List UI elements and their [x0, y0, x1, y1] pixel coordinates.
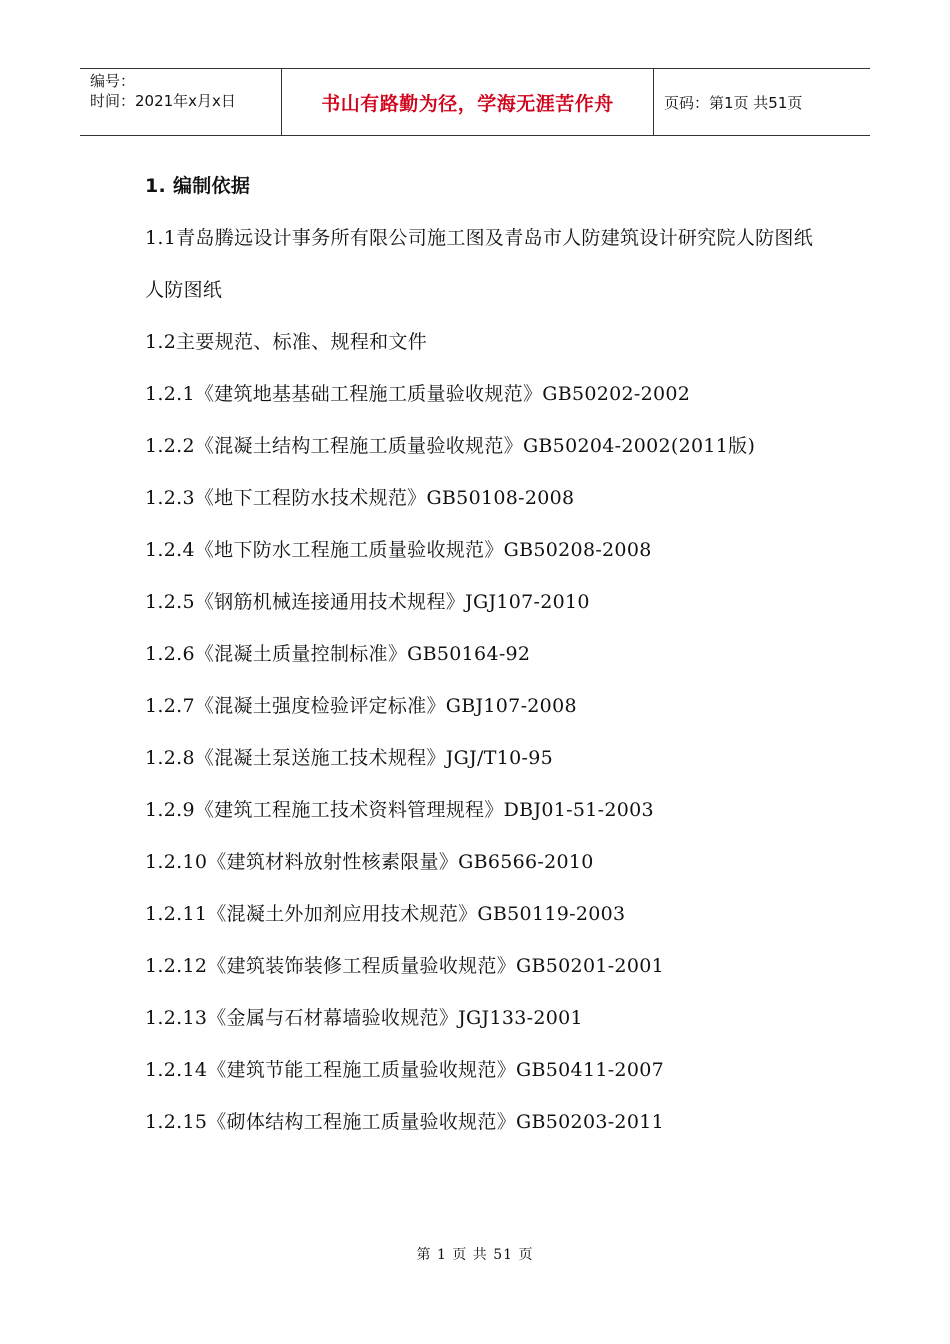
section-heading: 1. 编制依据 [145, 175, 251, 197]
document-item: 1.2.4《地下防水工程施工质量验收规范》GB50208-2008 [145, 539, 652, 561]
document-item: 1.2.13《金属与石材幕墙验收规范》JGJ133-2001 [145, 1007, 583, 1029]
document-item: 1.2.15《砌体结构工程施工质量验收规范》GB50203-2011 [145, 1111, 664, 1133]
document-item: 1.2.12《建筑装饰装修工程质量验收规范》GB50201-2001 [145, 955, 664, 977]
page-header [80, 68, 870, 136]
page-footer: 第 1 页 共 51 页 [416, 1247, 534, 1263]
document-item: 1.2.8《混凝土泵送施工技术规程》JGJ/T10-95 [145, 747, 554, 769]
document-item: 1.2.11《混凝土外加剂应用技术规范》GB50119-2003 [145, 903, 626, 925]
document-item: 1.2.9《建筑工程施工技术资料管理规程》DBJ01-51-2003 [145, 799, 654, 821]
document-item: 1.2.1《建筑地基基础工程施工质量验收规范》GB50202-2002 [145, 383, 691, 405]
document-item: 1.2.10《建筑材料放射性核素限量》GB6566-2010 [145, 851, 594, 873]
header-meta [80, 69, 282, 135]
header-motto-cell [282, 69, 654, 135]
document-item: 1.2.7《混凝土强度检验评定标准》GBJ107-2008 [145, 695, 577, 717]
document-item: 1.2.14《建筑节能工程施工质量验收规范》GB50411-2007 [145, 1059, 664, 1081]
header-page-info-cell [654, 69, 870, 135]
document-item: 1.2主要规范、标准、规程和文件 [145, 331, 428, 353]
motto: 书山有路勤为径，学海无涯苦作舟 [321, 92, 614, 115]
document-item: 1.1青岛腾远设计事务所有限公司施工图及青岛市人防建筑设计研究院人防图纸人防图纸 [145, 227, 814, 301]
document-item: 1.2.3《地下工程防水技术规范》GB50108-2008 [145, 487, 575, 509]
document-item: 1.2.2《混凝土结构工程施工质量验收规范》GB50204-2002(2011版) [145, 435, 756, 457]
document-body [145, 160, 825, 1148]
document-item: 1.2.5《钢筋机械连接通用技术规程》JGJ107-2010 [145, 591, 590, 613]
document-number-label: 编号： [90, 72, 136, 90]
document-date: 时间：2021年x月x日 [90, 92, 236, 110]
document-item: 1.2.6《混凝土质量控制标准》GB50164-92 [145, 643, 531, 665]
header-page-info: 页码：第1页 共51页 [664, 93, 803, 112]
